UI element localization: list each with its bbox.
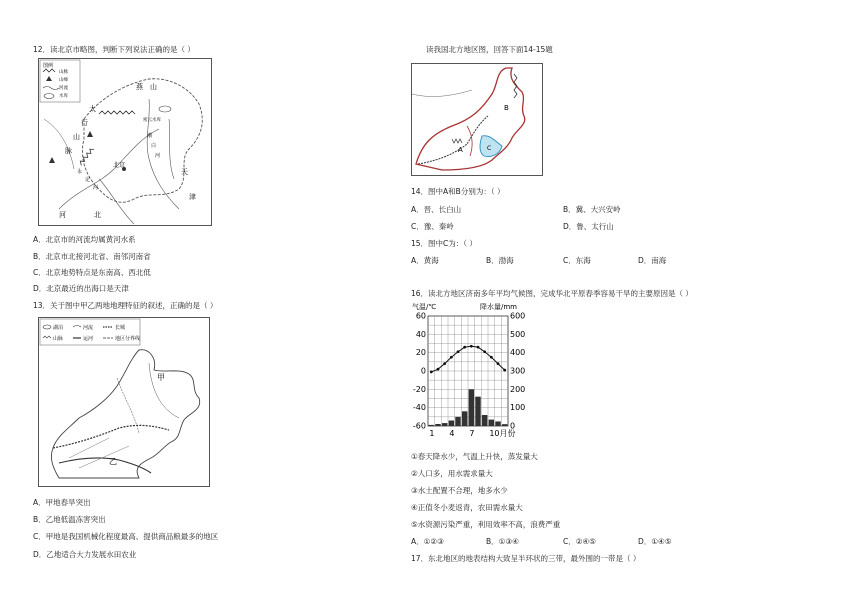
precip-bar — [455, 417, 460, 426]
north-china-map — [411, 63, 543, 176]
svg-text:白: 白 — [151, 143, 157, 149]
q15-option-c[interactable]: C．东海 — [563, 256, 591, 265]
x-tick: 4 — [449, 429, 455, 438]
q16-option-d[interactable]: D．①④⑤ — [638, 537, 672, 546]
q16-option-b[interactable]: B．①③④ — [486, 537, 519, 546]
q16-statement-5: ⑤水资源污染严重，利用效率不高，浪费严重 — [411, 520, 561, 529]
y-right-tick: 100 — [510, 403, 526, 413]
label-a: A — [458, 146, 463, 154]
precip-bar — [502, 424, 507, 426]
svg-text:行: 行 — [81, 119, 88, 127]
svg-text:河: 河 — [155, 153, 161, 159]
precip-bar — [495, 421, 500, 426]
intro-14-15: 读我国北方地区图，回答下面14-15题 — [426, 45, 553, 54]
legend-canal: 运河 — [83, 336, 94, 342]
svg-text:河: 河 — [59, 211, 66, 219]
y-right-tick: 0 — [510, 421, 516, 431]
svg-text:山: 山 — [73, 133, 80, 141]
q14-option-c[interactable]: C．豫、秦岭 — [411, 222, 454, 231]
temperature-point — [470, 345, 473, 348]
label-c: C — [487, 145, 492, 152]
legend-wall: 长城 — [115, 325, 126, 331]
beijing-map — [38, 58, 212, 226]
q14-option-d[interactable]: D．鲁、太行山 — [563, 222, 614, 231]
precip-bar — [442, 423, 447, 426]
precip-bar — [469, 389, 474, 426]
precip-bar — [449, 421, 454, 427]
q15-stem: 15．图中C为：（ ） — [411, 239, 477, 248]
y-right-tick: 500 — [510, 329, 526, 339]
northeast-map — [38, 317, 210, 487]
y-left-tick: 40 — [415, 329, 426, 339]
temperature-point — [497, 362, 500, 365]
q16-statement-4: ④正值冬小麦返青，农田需水量大 — [411, 503, 523, 512]
svg-text:潮: 潮 — [147, 133, 153, 139]
y-left-tick: 60 — [415, 311, 426, 321]
temperature-point — [483, 350, 486, 353]
svg-text:山: 山 — [150, 83, 157, 91]
q16-statement-1: ①春天降水少，气温上升快，蒸发量大 — [411, 452, 538, 461]
svg-text:永: 永 — [77, 169, 83, 175]
precip-bar — [435, 424, 440, 426]
legend-peak: 山峰 — [59, 78, 68, 83]
y-right-tick: 300 — [510, 366, 526, 376]
label-yi: 乙 — [109, 457, 117, 466]
q12-option-a[interactable]: A．北京市的河流均属黄河水系 — [33, 235, 136, 244]
label-jia: 甲 — [157, 373, 165, 382]
svg-text:定: 定 — [85, 177, 91, 183]
legend-mountain: 山脉 — [59, 70, 68, 75]
q15-option-a[interactable]: A．黄海 — [411, 256, 439, 265]
svg-text:北京: 北京 — [113, 162, 126, 169]
y-right-label: 降水量/mm — [480, 303, 517, 311]
y-left-tick: 0 — [420, 366, 426, 376]
label-b: B — [504, 104, 509, 112]
temperature-point — [490, 356, 493, 359]
precip-bar — [429, 425, 434, 426]
svg-text:燕: 燕 — [136, 83, 143, 91]
legend-river2: 河流 — [83, 325, 94, 331]
q14-option-b[interactable]: B．冀、大兴安岭 — [563, 205, 621, 214]
x-tick: 10月份 — [489, 429, 516, 438]
q16-statement-2: ②人口多，用水需求量大 — [411, 469, 493, 478]
svg-text:津: 津 — [189, 193, 196, 201]
q13-stem: 13．关于图中甲乙两地地理特征的叙述，正确的是（ ） — [33, 301, 218, 310]
y-right-tick: 600 — [510, 311, 526, 321]
q12-option-c[interactable]: C．北京地势特点是东南高、西北低 — [33, 268, 151, 277]
temperature-point — [463, 346, 466, 349]
temperature-point — [443, 362, 446, 365]
y-left-tick: -60 — [412, 421, 426, 431]
temperature-point — [457, 350, 460, 353]
q12-option-d[interactable]: D．北京最近的出海口是天津 — [33, 284, 129, 293]
legend-river: 河流 — [59, 86, 68, 91]
svg-text:天: 天 — [181, 168, 188, 176]
temperature-point — [430, 371, 433, 374]
legend-boundary: 地区分界线 — [115, 336, 141, 342]
y-left-tick: -40 — [412, 403, 426, 413]
precip-bar — [462, 411, 467, 426]
temperature-point — [503, 369, 506, 372]
svg-text:北: 北 — [94, 211, 101, 219]
precip-bar — [482, 415, 487, 426]
q15-option-d[interactable]: D．南海 — [638, 256, 667, 265]
temperature-point — [477, 346, 480, 349]
svg-text:河: 河 — [93, 185, 99, 191]
precip-bar — [489, 420, 494, 426]
q14-stem: 14．图中A和B分别为：（ ） — [411, 187, 505, 196]
q12-option-b[interactable]: B．北京市北接河北省、南邻河南省 — [33, 252, 151, 261]
legend-title: 图例 — [43, 63, 54, 69]
q16-option-c[interactable]: C．②④⑤ — [563, 537, 596, 546]
q13-option-c[interactable]: C．甲地是我国机械化程度最高、提供商品粮最多的地区 — [33, 532, 219, 541]
y-left-tick: -20 — [412, 384, 426, 394]
q12-stem: 12．读北京市略图，判断下列说法正确的是（ ） — [33, 45, 195, 54]
x-tick: 1 — [429, 429, 435, 438]
legend-lake: 湖泊 — [53, 325, 64, 331]
legend-reservoir: 水库 — [59, 94, 68, 99]
q16-option-a[interactable]: A．①②③ — [411, 537, 444, 546]
q13-option-d[interactable]: D．乙地适合大力发展水田农业 — [33, 550, 137, 559]
temperature-point — [450, 356, 453, 359]
x-tick: 7 — [469, 429, 475, 438]
y-right-tick: 200 — [510, 384, 526, 394]
q17-stem: 17．东北地区的地表结构大致呈半环状的三带，最外围的一带是（ ） — [411, 554, 641, 563]
y-left-tick: 20 — [415, 348, 426, 358]
q14-option-a[interactable]: A．晋、长白山 — [411, 205, 462, 214]
temperature-point — [437, 368, 440, 371]
q16-statement-3: ③水土配置不合理，地多水少 — [411, 486, 508, 495]
svg-text:脉: 脉 — [65, 147, 72, 155]
q13-option-b[interactable]: B．乙地低温冻害突出 — [33, 515, 106, 524]
svg-text:密云水库: 密云水库 — [143, 118, 161, 123]
y-left-label: 气温/℃ — [412, 303, 437, 311]
y-right-tick: 400 — [510, 348, 526, 358]
q15-option-b[interactable]: B．渤海 — [486, 256, 514, 265]
precip-bar — [475, 397, 480, 426]
q16-stem: 16．读北方地区济南多年平均气候图，完成华北平原春季容易干旱的主要原因是（ ） — [411, 289, 693, 298]
svg-text:太: 太 — [89, 105, 96, 113]
legend-range: 山脉 — [53, 336, 64, 342]
climate-chart — [404, 300, 534, 442]
q13-option-a[interactable]: A．甲地春旱突出 — [33, 498, 91, 507]
